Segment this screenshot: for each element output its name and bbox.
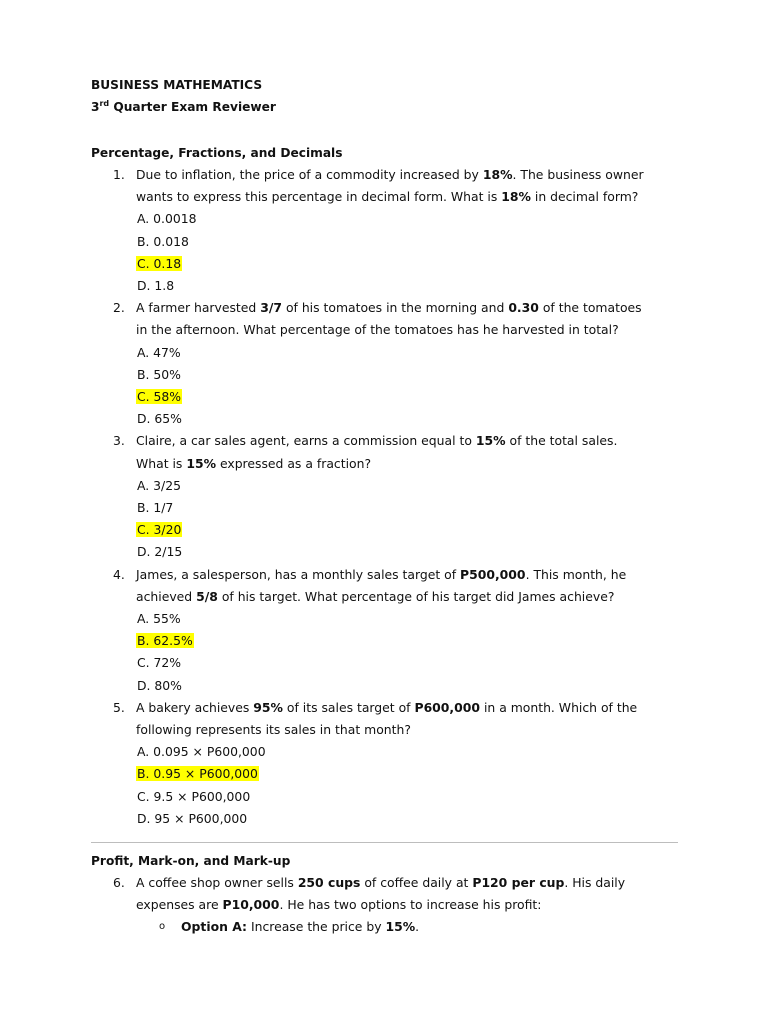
- highlighted-answer: C. 3/20: [137, 522, 182, 538]
- option: [91, 541, 691, 563]
- text: in decimal form?: [530, 189, 639, 205]
- bold-value: 95%: [253, 699, 283, 715]
- option: [91, 808, 691, 830]
- text: . The business owner: [512, 167, 644, 182]
- option-text: A. 3/25: [137, 477, 181, 493]
- question-number: 1.: [113, 167, 125, 182]
- question-number: 3.: [113, 433, 125, 449]
- question-number: 5.: [113, 699, 125, 715]
- section-profit-markon-markup: [91, 850, 691, 939]
- question-1: [91, 164, 691, 297]
- text: of his tomatoes in the morning and: [282, 300, 509, 316]
- question-text: [91, 430, 691, 452]
- option: [91, 231, 691, 253]
- question-3: [91, 430, 691, 563]
- option-text: A. 47%: [137, 344, 181, 360]
- option-text: B. 0.018: [137, 233, 189, 249]
- option: [91, 208, 691, 230]
- document-title: BUSINESS MATHEMATICS: [91, 78, 263, 92]
- question-text: [91, 564, 691, 586]
- bold-value: 18%: [482, 167, 513, 182]
- text: of his target. What percentage of his target did James achieve?: [217, 588, 615, 604]
- text: expressed as a fraction?: [216, 455, 372, 471]
- highlighted-answer: C. 58%: [137, 389, 182, 405]
- option: [91, 342, 691, 364]
- option: [91, 652, 691, 674]
- section-heading: Profit, Mark-on, and Mark-up: [91, 854, 291, 868]
- option: [91, 364, 691, 386]
- question-text: [91, 297, 691, 319]
- question-number: 4.: [113, 566, 125, 582]
- text: of coffee daily at: [360, 875, 473, 890]
- text: A bakery achieves: [136, 699, 254, 715]
- question-number: 6.: [113, 875, 125, 890]
- text: . He has two options to increase his profit:: [279, 897, 542, 913]
- question-text: [91, 872, 691, 894]
- text: wants to express this percentage in decimal form. What is: [136, 189, 502, 205]
- bold-value: 250 cups: [297, 875, 361, 890]
- option-answer: [91, 763, 691, 785]
- bullet-icon: o: [159, 921, 166, 933]
- section-percentage-fractions-decimals: [91, 142, 691, 830]
- question-2: [91, 297, 691, 430]
- text: Increase the price by: [247, 919, 386, 935]
- section-divider: [91, 842, 678, 843]
- option-text: A. 0.095 × P600,000: [137, 744, 266, 760]
- option: [91, 786, 691, 808]
- bold-value: 5/8: [196, 588, 218, 604]
- question-text: [91, 164, 691, 186]
- question-text: in the afternoon. What percentage of the tomatoes has he harvested in total?: [136, 322, 619, 338]
- text: .: [415, 919, 420, 935]
- text: . This month, he: [525, 566, 627, 582]
- text: expenses are: [136, 897, 223, 913]
- subtitle-ordinal: rd: [99, 99, 110, 108]
- question-text: [91, 894, 691, 916]
- section-heading: Percentage, Fractions, and Decimals: [91, 146, 343, 160]
- text: What is: [136, 455, 187, 471]
- option-text: C. 9.5 × P600,000: [137, 788, 251, 804]
- text: of the total sales.: [505, 433, 618, 449]
- text: James, a salesperson, has a monthly sales target of: [136, 566, 461, 582]
- option: [91, 608, 691, 630]
- subtitle-number: 3: [91, 100, 100, 114]
- question-6: [91, 872, 691, 939]
- option-text: D. 1.8: [137, 278, 175, 294]
- question-4: [91, 564, 691, 697]
- option-text: A. 0.0018: [137, 211, 197, 227]
- text: in a month. Which of the: [480, 699, 638, 715]
- question-text: [91, 697, 691, 719]
- option-text: B. 50%: [137, 366, 181, 382]
- highlighted-answer: B. 0.95 × P600,000: [137, 766, 258, 782]
- option-text: B. 1/7: [137, 500, 174, 516]
- text: Due to inflation, the price of a commodity increased by: [136, 167, 483, 182]
- bold-value: P10,000: [222, 897, 280, 913]
- option-text: D. 2/15: [137, 544, 183, 560]
- option-text: D. 95 × P600,000: [137, 810, 248, 826]
- document-subtitle: [91, 100, 276, 114]
- bold-value: 15%: [475, 433, 506, 449]
- bold-value: 15%: [186, 455, 217, 471]
- bold-value: 15%: [385, 919, 416, 935]
- option: [91, 475, 691, 497]
- question-5: [91, 697, 691, 830]
- option-text: C. 72%: [137, 655, 182, 671]
- option-answer: [91, 253, 691, 275]
- bold-value: P500,000: [460, 566, 526, 582]
- option: [91, 675, 691, 697]
- option-label: Option A:: [181, 919, 247, 935]
- question-text: following represents its sales in that month?: [136, 722, 411, 738]
- option: [91, 275, 691, 297]
- option-text: A. 55%: [137, 611, 181, 627]
- highlighted-answer: B. 62.5%: [137, 633, 193, 649]
- option: [91, 497, 691, 519]
- option-a-bullet: [91, 916, 691, 938]
- text: of its sales target of: [282, 699, 415, 715]
- text: A farmer harvested: [136, 300, 261, 316]
- text: . His daily: [564, 875, 626, 890]
- text: of the tomatoes: [538, 300, 642, 316]
- bold-value: P120 per cup: [472, 875, 565, 890]
- option: [91, 741, 691, 763]
- option-answer: [91, 519, 691, 541]
- option-answer: [91, 630, 691, 652]
- text: achieved: [136, 588, 197, 604]
- option-text: D. 65%: [137, 411, 182, 427]
- question-text: [91, 186, 691, 208]
- bold-value: 3/7: [260, 300, 282, 316]
- option-answer: [91, 386, 691, 408]
- bold-value: P600,000: [414, 699, 481, 715]
- text: A coffee shop owner sells: [136, 875, 298, 890]
- option-text: D. 80%: [137, 677, 182, 693]
- question-text: [91, 586, 691, 608]
- text: Claire, a car sales agent, earns a commission equal to: [136, 433, 476, 449]
- bold-value: 18%: [501, 189, 531, 205]
- subtitle-text: Quarter Exam Reviewer: [109, 100, 276, 114]
- highlighted-answer: C. 0.18: [137, 255, 182, 271]
- bold-value: 0.30: [508, 300, 539, 316]
- option: [91, 408, 691, 430]
- question-number: 2.: [113, 300, 125, 316]
- question-text: [91, 453, 691, 475]
